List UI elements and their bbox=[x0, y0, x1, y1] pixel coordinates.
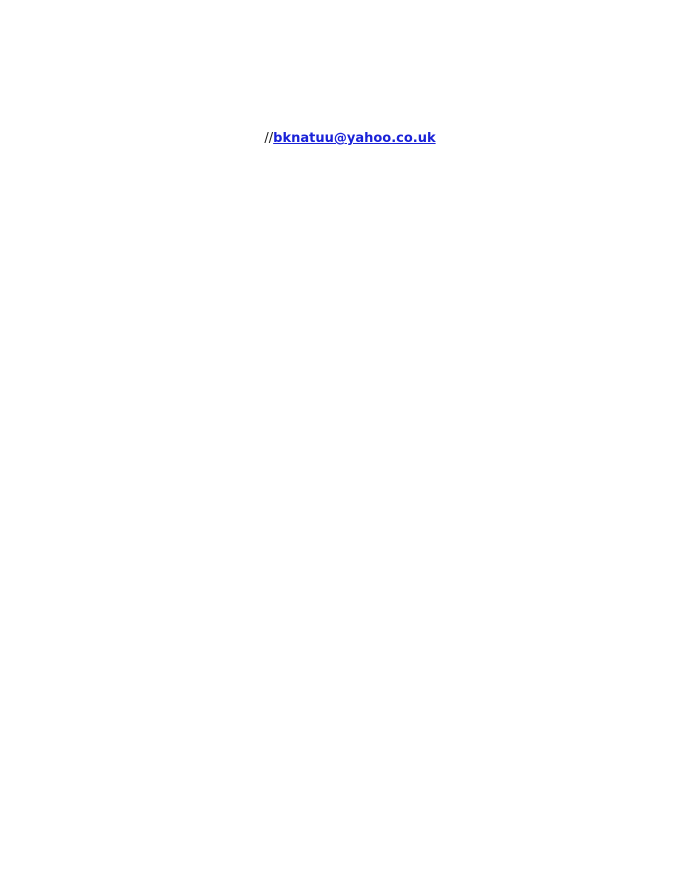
article-title bbox=[14, 14, 686, 58]
contact-separator: // bbox=[264, 131, 274, 146]
body-paragraph-1 bbox=[14, 548, 686, 648]
body-paragraph-2 bbox=[14, 650, 686, 774]
intro-paragraph bbox=[14, 172, 686, 542]
author-contact bbox=[14, 130, 686, 148]
author-name bbox=[14, 100, 686, 122]
email-link[interactable]: bknatuu@yahoo.co.uk bbox=[273, 131, 436, 146]
